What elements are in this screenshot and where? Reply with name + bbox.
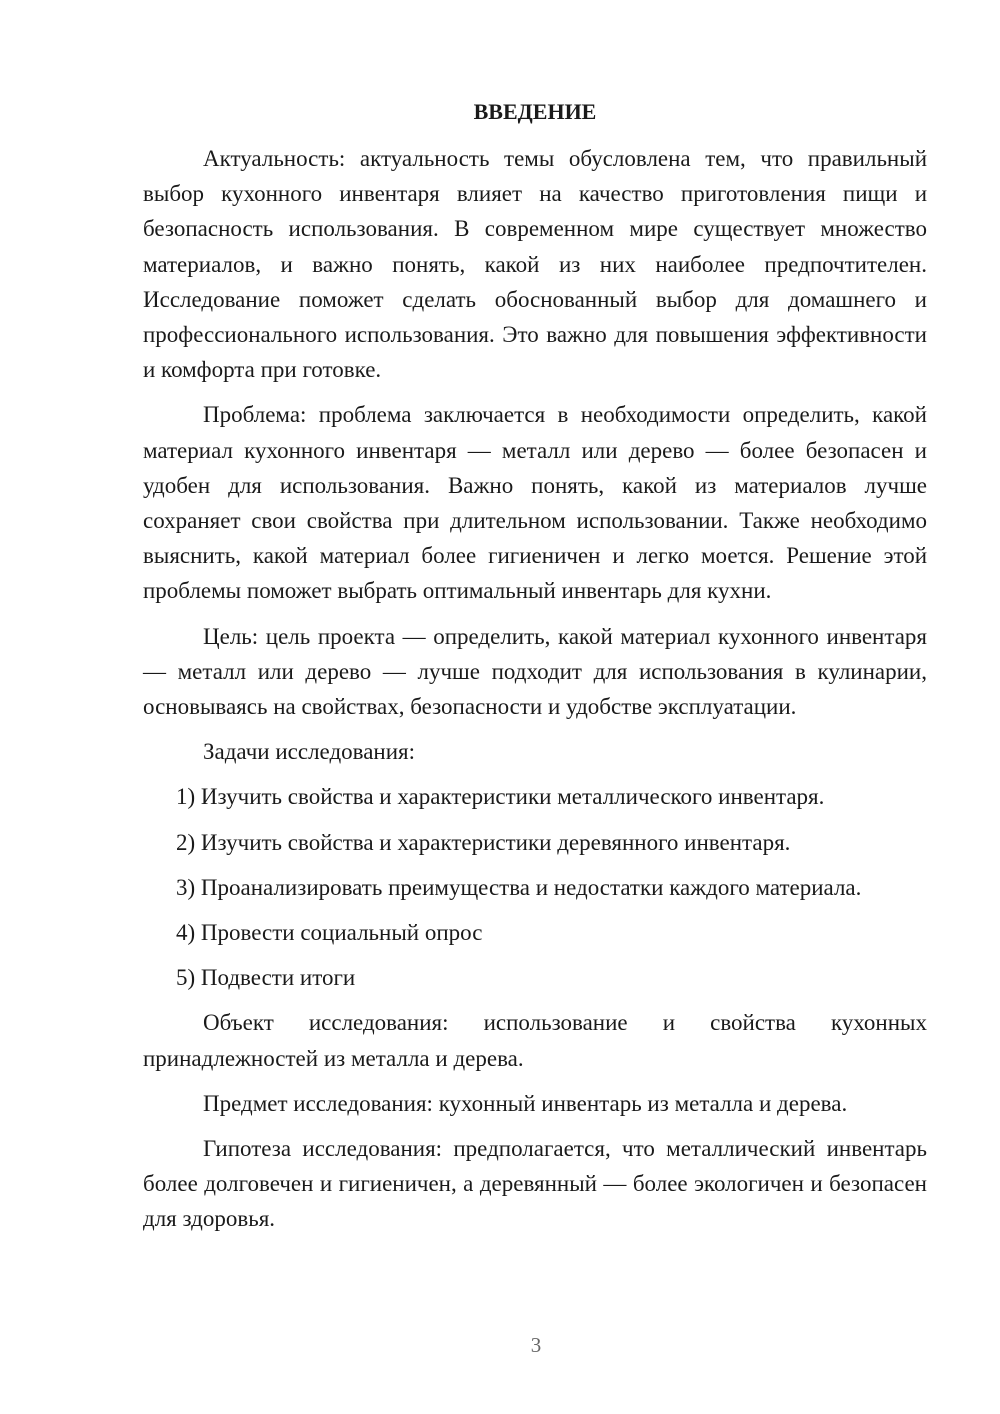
relevance-paragraph: Актуальность: актуальность темы обусловлена тем, что правильный выбор кухонного инвентаря влияет на качество приготовления пищи и безопасность использования. В современном мире существует множество материалов, и важно понять, какой из них наиболее предпочтителен. Исследование поможет сделать обоснованный выбор для домашнего и профессионального использования. Это важно для повышения эффективности и комфорта при готовке. xyxy=(143,146,927,383)
page-content xyxy=(143,94,927,1247)
hypothesis-paragraph: Гипотеза исследования: предполагается, что металлический инвентарь более долговечен и гигиеничен, а деревянный — более экологичен и безопасен для здоровья. xyxy=(143,1136,927,1232)
page-number: 3 xyxy=(530,1333,542,1357)
tasks-list xyxy=(143,779,927,995)
goal-paragraph: Цель: цель проекта — определить, какой материал кухонного инвентаря — металл или дерево — лучше подходит для использования в кулинарии, основываясь на свойствах, безопасности и удобстве эксплуатации. xyxy=(143,623,927,720)
problem-paragraph: Проблема: проблема заключается в необходимости определить, какой материал кухонного инвентаря — металл или дерево — более безопасен и удобен для использования. Важно понять, какой из материалов лучше сохраняет свои свойства при длительном использовании. Также необходимо выяснить, какой материал более гигиеничен и легко моется. Решение этой проблемы поможет выбрать оптимальный инвентарь для кухни. xyxy=(143,402,927,604)
task-item: 5) Подвести итоги xyxy=(176,965,356,991)
object-paragraph: Объект исследования: использование и свойства кухонных принадлежностей из металла и дерева. xyxy=(143,1010,927,1071)
task-item: 1) Изучить свойства и характеристики металлического инвентаря. xyxy=(176,784,825,810)
page-title: ВВЕДЕНИЕ xyxy=(473,99,597,124)
task-item: 3) Проанализировать преимущества и недостатки каждого материала. xyxy=(176,874,862,900)
task-item: 4) Провести социальный опрос xyxy=(176,920,483,946)
task-item: 2) Изучить свойства и характеристики деревянного инвентаря. xyxy=(176,829,791,855)
tasks-heading: Задачи исследования: xyxy=(203,739,416,765)
subject-paragraph: Предмет исследования: кухонный инвентарь из металла и дерева. xyxy=(203,1090,848,1116)
